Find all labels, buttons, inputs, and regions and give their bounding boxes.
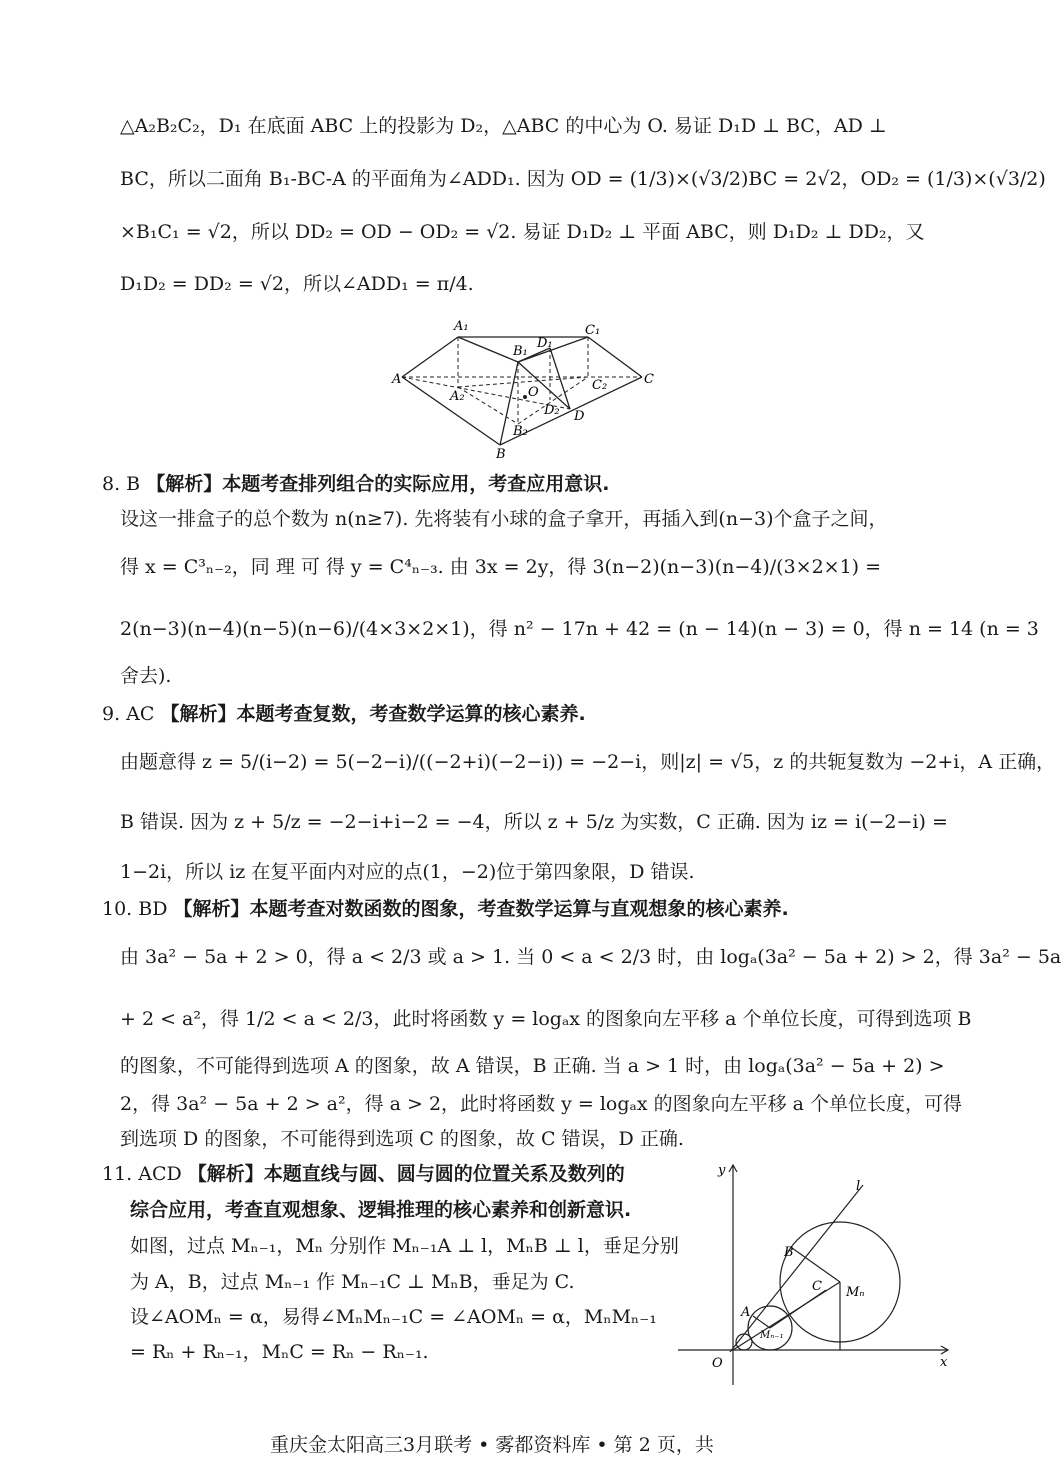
- text-line: △A₂B₂C₂，D₁ 在底面 ABC 上的投影为 D₂，△ABC 的中心为 O. 易证 D₁D ⊥ BC，AD ⊥: [120, 115, 887, 137]
- label-D2: D₂: [544, 403, 560, 418]
- analysis-heading: 【解析】本题考查排列组合的实际应用，考查应用意识.: [146, 473, 610, 495]
- label-Mn1: Mₙ₋₁: [760, 1330, 784, 1341]
- analysis-heading: 【解析】本题考查复数，考查数学运算的核心素养.: [160, 703, 586, 725]
- label-A: A: [392, 372, 402, 387]
- label-B1: B₁: [513, 344, 528, 359]
- label-C1: C₁: [585, 323, 601, 338]
- label-l: l: [856, 1179, 861, 1194]
- question-8-heading: [102, 470, 952, 498]
- text-line: 由 3a² − 5a + 2 > 0，得 a < 2/3 或 a > 1. 当 0 < a < 2/3 时，由 logₐ(3a² − 5a + 2) > 2，得 3a² − 5a: [120, 946, 1061, 968]
- axis-label-x: x: [940, 1355, 948, 1370]
- text-line: 到选项 D 的图象，不可能得到选项 C 的图象，故 C 错误，D 正确.: [120, 1128, 684, 1150]
- text-line: 设∠AOMₙ = α，易得∠MₙMₙ₋₁C = ∠AOMₙ = α，MₙMₙ₋₁: [130, 1306, 657, 1328]
- label-D1: D₁: [537, 336, 553, 351]
- question-number: 11. ACD: [102, 1163, 182, 1185]
- text-line: 由题意得 z = 5/(i−2) = 5(−2−i)/((−2+i)(−2−i)) = −2−i，则|z| = √5，z 的共轭复数为 −2+i，A 正确，: [120, 751, 1056, 773]
- label-C: C: [812, 1279, 822, 1294]
- text-line: 的图象，不可能得到选项 A 的图象，故 A 错误，B 正确. 当 a > 1 时，由 logₐ(3a² − 5a + 2) >: [120, 1055, 945, 1077]
- prism-figure: [380, 312, 670, 462]
- analysis-heading: 【解析】本题直线与圆、圆与圆的位置关系及数列的: [187, 1163, 625, 1185]
- label-A2: A₂: [450, 389, 465, 404]
- text-line: 1−2i，所以 iz 在复平面内对应的点(1，−2)位于第四象限，D 错误.: [120, 861, 695, 883]
- label-B: B: [496, 447, 506, 462]
- text-line: ×B₁C₁ = √2，所以 DD₂ = OD − OD₂ = √2. 易证 D₁D₂ ⊥ 平面 ABC，则 D₁D₂ ⊥ DD₂，又: [120, 221, 925, 243]
- question-11-heading: [102, 1160, 662, 1188]
- axis-label-y: y: [718, 1163, 726, 1178]
- text-line: 设这一排盒子的总个数为 n(n≥7). 先将装有小球的盒子拿开，再插入到(n−3)个盒子之间，: [120, 508, 888, 530]
- text-line: = Rₙ + Rₙ₋₁，MₙC = Rₙ − Rₙ₋₁.: [130, 1341, 429, 1363]
- label-D: D: [574, 409, 585, 424]
- text-line: + 2 < a²，得 1/2 < a < 2/3，此时将函数 y = logₐx 的图象向左平移 a 个单位长度，可得到选项 B: [120, 1008, 972, 1030]
- label-Mn: Mₙ: [846, 1285, 865, 1300]
- question-number: 8. B: [102, 473, 141, 495]
- question-number: 10. BD: [102, 898, 168, 920]
- circles-figure: [678, 1160, 958, 1390]
- text-line: 得 x = C³ₙ₋₂，同 理 可 得 y = C⁴ₙ₋₃. 由 3x = 2y，得 3(n−2)(n−3)(n−4)/(3×2×1) =: [120, 556, 882, 578]
- label-C: C: [644, 372, 654, 387]
- text-line: D₁D₂ = DD₂ = √2，所以∠ADD₁ = π/4.: [120, 273, 474, 295]
- text-line: 2(n−3)(n−4)(n−5)(n−6)/(4×3×2×1)，得 n² − 17n + 42 = (n − 14)(n − 3) = 0，得 n = 14 (n = 3: [120, 618, 1039, 640]
- label-C2: C₂: [592, 378, 608, 393]
- page-footer: 重庆金太阳高三3月联考 • 雾都资料库 • 第 2 页，共: [270, 1434, 714, 1456]
- text-line: B 错误. 因为 z + 5/z = −2−i+i−2 = −4，所以 z + 5/z 为实数，C 正确. 因为 iz = i(−2−i) =: [120, 811, 948, 833]
- label-B: B: [784, 1245, 794, 1260]
- label-O: O: [712, 1356, 723, 1371]
- analysis-heading: 【解析】本题考查对数函数的图象，考查数学运算与直观想象的核心素养.: [173, 898, 789, 920]
- text-line: 为 A，B，过点 Mₙ₋₁ 作 Mₙ₋₁C ⊥ MₙB，垂足为 C.: [130, 1271, 575, 1293]
- label-A: A: [741, 1305, 751, 1320]
- label-O: O: [528, 385, 539, 400]
- question-number: 9. AC: [102, 703, 155, 725]
- question-11-heading-cont: [130, 1196, 690, 1224]
- text-line: 2，得 3a² − 5a + 2 > a²，得 a > 2，此时将函数 y = logₐx 的图象向左平移 a 个单位长度，可得: [120, 1093, 963, 1115]
- text-line: 舍去).: [120, 665, 172, 687]
- label-A1: A₁: [454, 319, 469, 334]
- text-line: 如图，过点 Mₙ₋₁，Mₙ 分别作 Mₙ₋₁A ⊥ l，MₙB ⊥ l，垂足分别: [130, 1235, 679, 1257]
- question-9-heading: [102, 700, 952, 728]
- label-B2: B₂: [513, 424, 528, 439]
- question-10-heading: [102, 895, 952, 923]
- text-line: BC，所以二面角 B₁-BC-A 的平面角为∠ADD₁. 因为 OD = (1/3)×(√3/2)BC = 2√2，OD₂ = (1/3)×(√3/2): [120, 168, 1046, 190]
- analysis-heading-continued: 综合应用，考查直观想象、逻辑推理的核心素养和创新意识.: [130, 1199, 632, 1221]
